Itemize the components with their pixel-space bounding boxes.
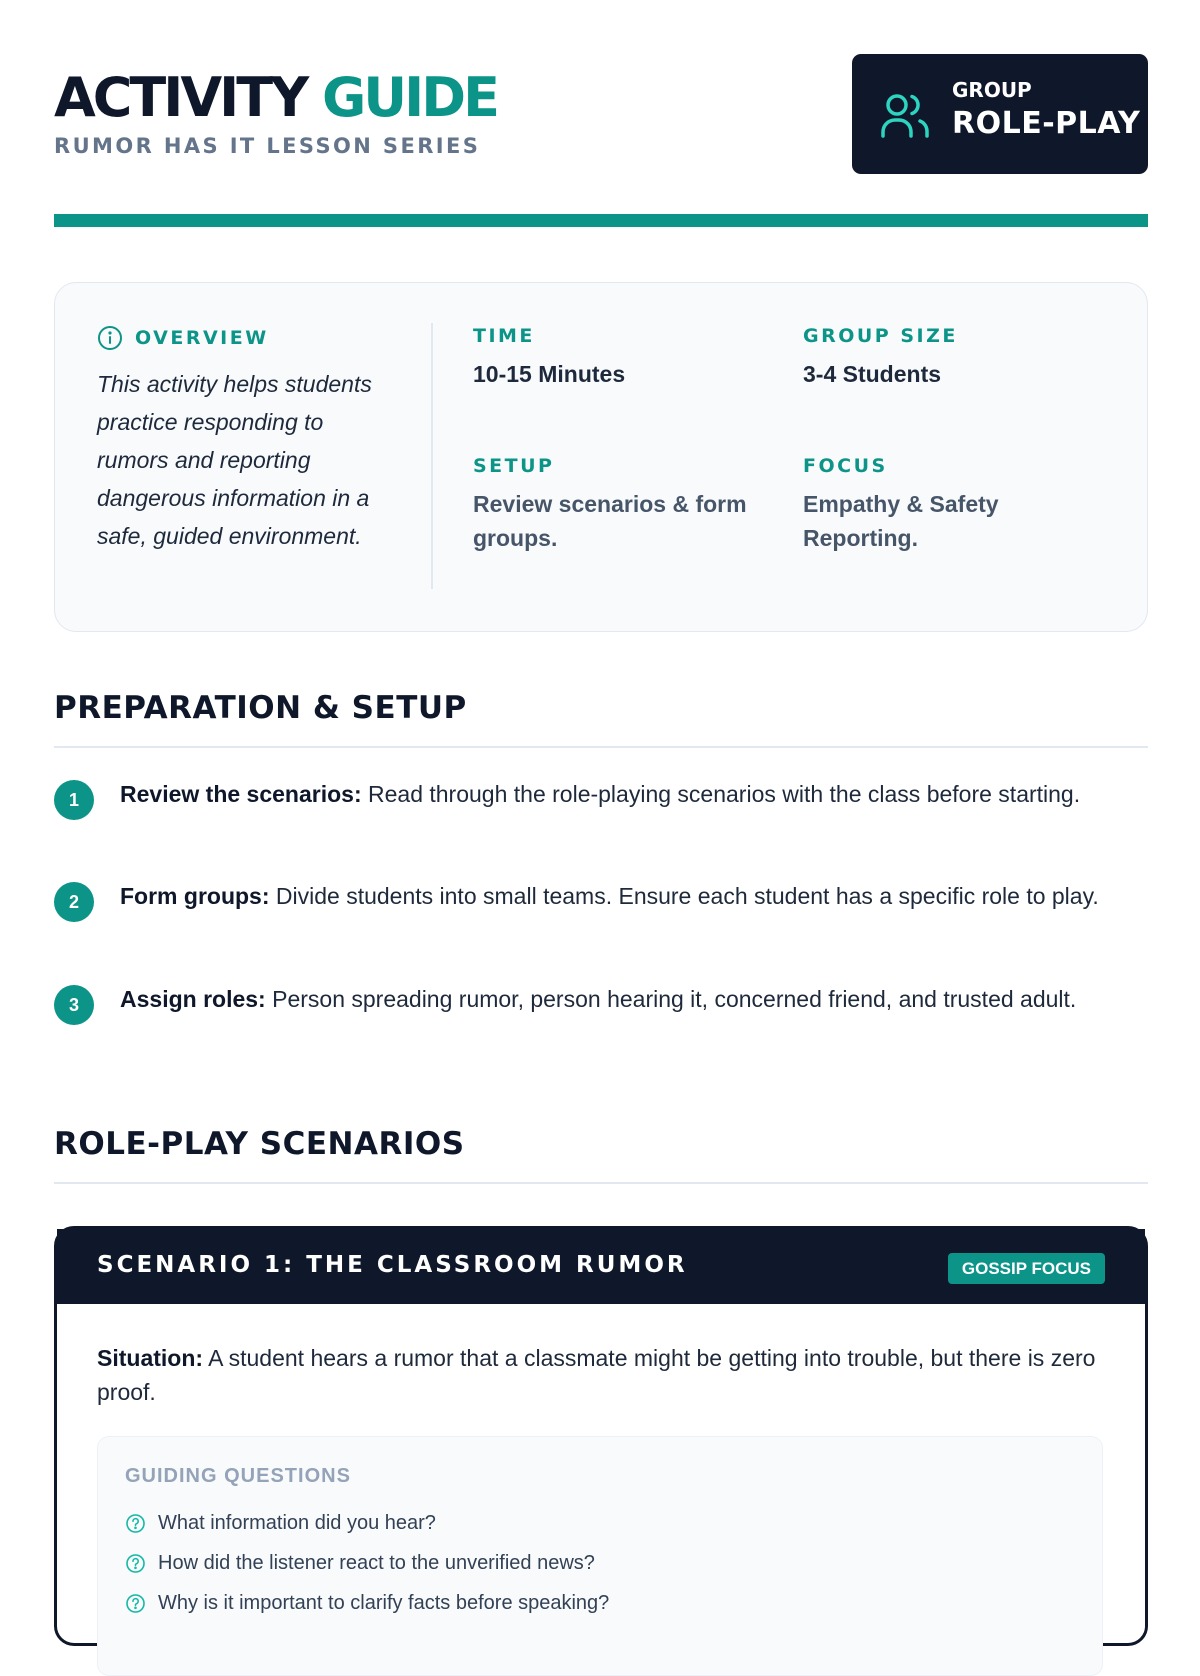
question-circle-icon	[125, 1513, 146, 1534]
step-text	[120, 878, 1140, 915]
step-number: 3	[54, 985, 94, 1025]
overview-section	[97, 325, 397, 555]
question-circle-icon	[125, 1553, 146, 1574]
step-number: 1	[54, 780, 94, 820]
badge-value: ROLE-PLAY	[952, 106, 1141, 141]
time-value: 10-15 Minutes	[473, 361, 626, 387]
step-body: Person spreading rumor, person hearing it, concerned friend, and trusted adult.	[265, 986, 1077, 1012]
question-text: How did the listener react to the unverified news?	[158, 1551, 595, 1574]
question-text: Why is it important to clarify facts before speaking?	[158, 1591, 610, 1614]
situation-label: Situation:	[97, 1345, 204, 1371]
guiding-questions-list	[125, 1503, 609, 1623]
situation-text: A student hears a rumor that a classmate might be getting into trouble, but there is zero proof.	[97, 1345, 1096, 1405]
list-item	[125, 1583, 609, 1623]
step-body: Divide students into small teams. Ensure each student has a specific role to play.	[269, 883, 1099, 909]
guiding-questions-title: GUIDING QUESTIONS	[125, 1465, 351, 1487]
overview-divider	[431, 323, 433, 589]
overview-label: OVERVIEW	[135, 327, 269, 349]
question-circle-icon	[125, 1593, 146, 1614]
setup-value: Review scenarios & form groups.	[473, 491, 747, 551]
list-item	[125, 1543, 609, 1583]
step-text	[120, 776, 1140, 813]
time-info	[473, 325, 773, 391]
overview-heading	[97, 325, 397, 351]
users-icon	[880, 92, 930, 138]
page-title	[54, 64, 497, 132]
step-body: Read through the role-playing scenarios with the class before starting.	[361, 781, 1081, 807]
group-size-value: 3-4 Students	[803, 361, 942, 387]
time-label: TIME	[473, 325, 535, 347]
scenario-title: SCENARIO 1: THE CLASSROOM RUMOR	[97, 1252, 688, 1278]
badge-label: GROUP	[952, 78, 1032, 102]
setup-info	[473, 455, 773, 555]
group-size-label: GROUP SIZE	[803, 325, 958, 347]
setup-label: SETUP	[473, 455, 555, 477]
step-title: Assign roles:	[120, 986, 266, 1012]
focus-label: FOCUS	[803, 455, 888, 477]
step-number: 2	[54, 882, 94, 922]
preparation-heading: PREPARATION & SETUP	[54, 690, 467, 726]
scenarios-divider	[54, 1182, 1148, 1184]
focus-value: Empathy & Safety Reporting.	[803, 491, 999, 551]
info-icon	[97, 325, 123, 351]
step-title: Review the scenarios:	[120, 781, 362, 807]
list-item	[125, 1503, 609, 1543]
guiding-questions-box	[97, 1436, 1103, 1676]
title-main: ACTIVITY	[54, 66, 307, 129]
scenario-situation	[97, 1341, 1097, 1409]
preparation-divider	[54, 746, 1148, 748]
activity-guide-page	[54, 0, 1148, 1614]
header	[54, 0, 1148, 214]
group-size-info	[803, 325, 1103, 391]
scenario-card	[54, 1226, 1148, 1646]
page-subtitle: RUMOR HAS IT LESSON SERIES	[54, 134, 481, 158]
overview-text: This activity helps students practice responding to rumors and reporting dangerous information in a safe, guided environment.	[97, 371, 372, 549]
question-text: What information did you hear?	[158, 1511, 436, 1534]
step-title: Form groups:	[120, 883, 270, 909]
title-accent: GUIDE	[321, 66, 497, 129]
overview-card	[54, 282, 1148, 632]
activity-type-badge	[852, 54, 1148, 174]
focus-info	[803, 455, 1103, 555]
header-rule	[54, 214, 1148, 227]
scenario-tag: GOSSIP FOCUS	[948, 1253, 1105, 1284]
scenario-header	[57, 1229, 1145, 1304]
scenarios-heading: ROLE-PLAY SCENARIOS	[54, 1126, 465, 1162]
step-text	[120, 981, 1140, 1018]
